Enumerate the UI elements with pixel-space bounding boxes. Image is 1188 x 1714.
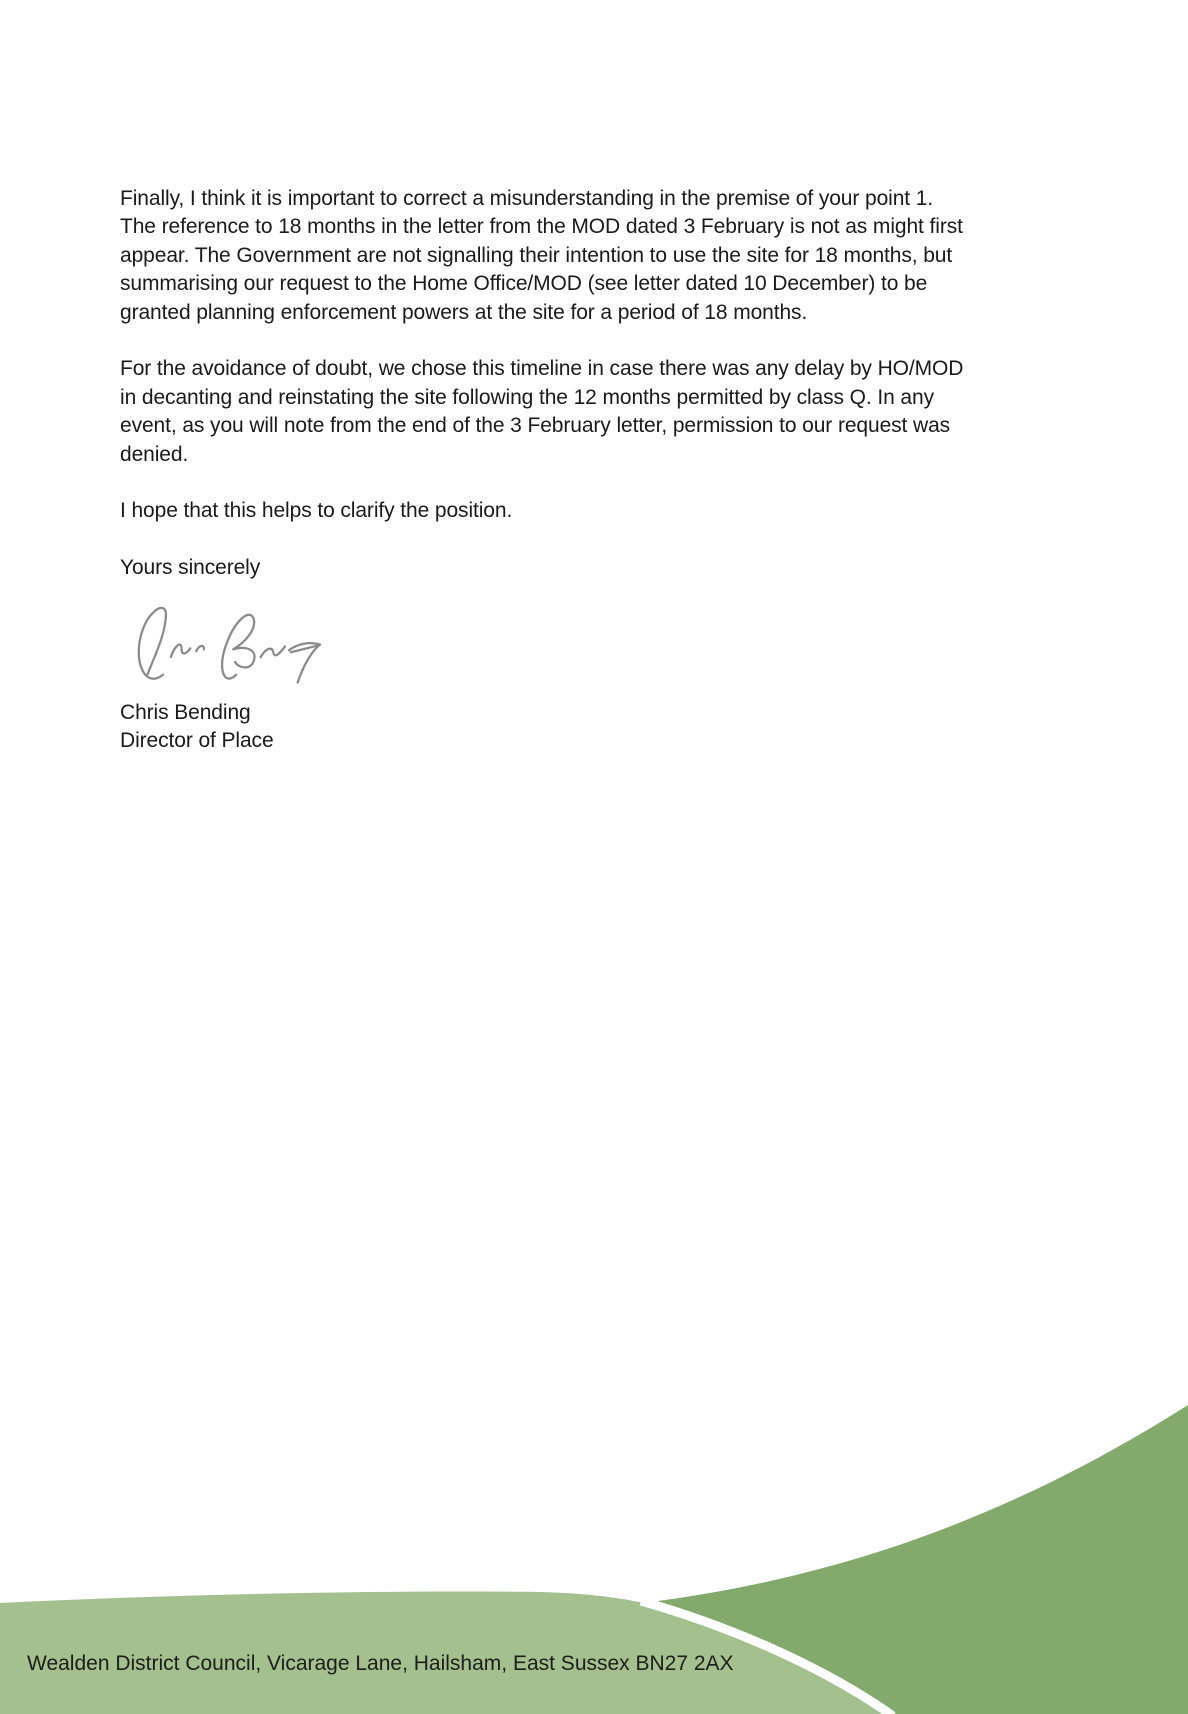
paragraph-1 [120, 185, 1120, 327]
closing-salutation: Yours sincerely [120, 556, 261, 580]
signature-stroke [222, 614, 254, 678]
paragraph-2-line: in decanting and reinstating the site following the 12 months permitted by class Q. In any [120, 385, 934, 409]
paragraph-2-line: event, as you will note from the end of the 3 February letter, permission to our request was [120, 414, 951, 438]
paragraph-1-line: appear. The Government are not signalling their intention to use the site for 18 months, but [120, 243, 953, 267]
signature-stroke [171, 644, 191, 657]
paragraph-3 [120, 497, 1120, 525]
paragraph-2-line: For the avoidance of doubt, we chose this timeline in case there was any delay by HO/MOD [120, 357, 964, 381]
signer-block [120, 699, 1120, 756]
paragraph-1-line: The reference to 18 months in the letter from the MOD dated 3 February is not as might first [120, 215, 963, 239]
footer-address: Wealden District Council, Vicarage Lane, Hailsham, East Sussex BN27 2AX [27, 1652, 734, 1675]
paragraph-2-line: denied. [120, 442, 189, 466]
signature-block [120, 595, 1120, 691]
signature-stroke [261, 646, 285, 657]
handwritten-signature [120, 595, 325, 691]
signer-name: Chris Bending [120, 700, 251, 724]
letter-body [120, 185, 1120, 755]
paragraph-1-line: Finally, I think it is important to correct a misunderstanding in the premise of your point 1. [120, 187, 934, 210]
signer-title: Director of Place [120, 729, 274, 753]
paragraph-3-line: I hope that this helps to clarify the position. [120, 499, 513, 523]
signature-stroke [139, 607, 166, 678]
paragraph-1-line: granted planning enforcement powers at the site for a period of 18 months. [120, 300, 808, 324]
signature-stroke [196, 645, 204, 650]
paragraph-1-line: summarising our request to the Home Office/MOD (see letter dated 10 December) to be [120, 272, 928, 296]
footer-decoration [0, 1234, 1188, 1714]
paragraph-2 [120, 355, 1120, 469]
